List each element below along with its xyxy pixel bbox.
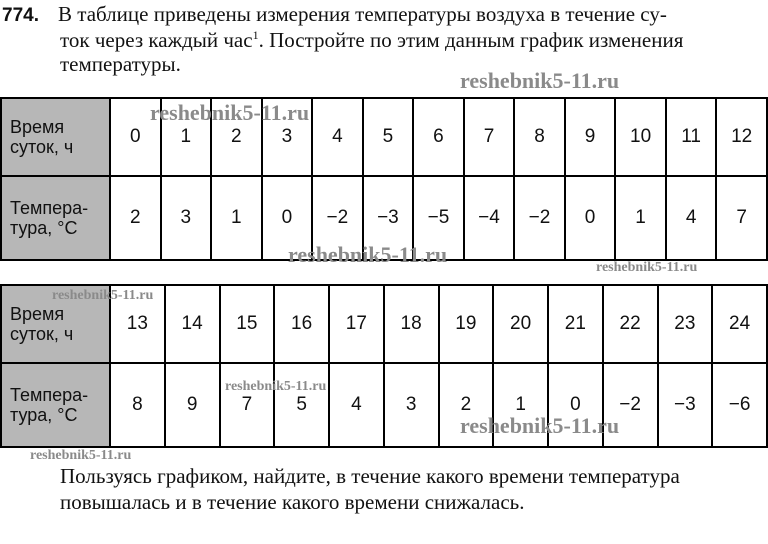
temperature-cell: 1 [493, 363, 548, 447]
watermark: reshebnik5-11.ru [52, 288, 154, 303]
row-label-temp: Темпера- тура, °С [1, 363, 110, 447]
hour-cell: 5 [363, 98, 414, 176]
hour-cell: 22 [603, 285, 658, 363]
temperature-cell: 4 [329, 363, 384, 447]
temperature-cell: 0 [262, 176, 313, 260]
temperature-cell: −2 [312, 176, 363, 260]
row-label-temp: Темпера- тура, °С [1, 176, 110, 260]
hour-cell: 11 [666, 98, 717, 176]
hour-cell: 15 [220, 285, 275, 363]
temperature-cell: 1 [211, 176, 262, 260]
temperature-cell: 1 [615, 176, 666, 260]
temperature-cell: 8 [110, 363, 165, 447]
hour-cell: 23 [658, 285, 713, 363]
watermark: reshebnik5-11.ru [596, 260, 698, 275]
hour-cell: 19 [439, 285, 494, 363]
row-label-time: Время суток, ч [1, 98, 110, 176]
hour-cell: 12 [716, 98, 767, 176]
problem-statement [2, 2, 766, 76]
temperature-cell: 0 [565, 176, 616, 260]
temperature-cell: 3 [384, 363, 439, 447]
problem-line-1: 774. В таблице приведены измерения температуры воздуха в течение су- [2, 2, 667, 26]
hour-cell: 0 [110, 98, 161, 176]
watermark: reshebnik5-11.ru [460, 413, 620, 438]
hour-cell: 13 [110, 285, 165, 363]
watermark: reshebnik5-11.ru [150, 100, 310, 125]
temperature-cell: 2 [110, 176, 161, 260]
watermark: reshebnik5-11.ru [225, 379, 327, 394]
temperature-cell: −2 [603, 363, 658, 447]
problem-number: 774. [2, 5, 39, 26]
temperature-table-part-2 [0, 284, 768, 448]
problem-line-3: температуры. [60, 52, 181, 76]
hour-cell: 3 [262, 98, 313, 176]
temperature-cell: −5 [413, 176, 464, 260]
question-line-2: повышалась и в течение какого времени снижалась. [60, 490, 525, 514]
hours-row [1, 98, 767, 176]
temperature-cell: 4 [666, 176, 717, 260]
temperature-cell: 7 [716, 176, 767, 260]
watermark: reshebnik5-11.ru [460, 68, 620, 93]
temperature-cell: −6 [712, 363, 767, 447]
hour-cell: 24 [712, 285, 767, 363]
temperature-cell: 5 [274, 363, 329, 447]
hour-cell: 21 [548, 285, 603, 363]
hour-cell: 9 [565, 98, 616, 176]
question-line-1: Пользуясь графиком, найдите, в течение какого времени температура [60, 464, 680, 488]
temperature-cell: −3 [658, 363, 713, 447]
temperature-table-part-1 [0, 97, 768, 261]
temperature-cell: 3 [161, 176, 212, 260]
hour-cell: 2 [211, 98, 262, 176]
temperature-cell: −4 [464, 176, 515, 260]
hour-cell: 17 [329, 285, 384, 363]
hour-cell: 8 [514, 98, 565, 176]
temperature-cell: 2 [439, 363, 494, 447]
hour-cell: 14 [165, 285, 220, 363]
row-label-time: Время суток, ч [1, 285, 110, 363]
hour-cell: 1 [161, 98, 212, 176]
hour-cell: 16 [274, 285, 329, 363]
temps-row [1, 363, 767, 447]
hour-cell: 18 [384, 285, 439, 363]
hour-cell: 7 [464, 98, 515, 176]
watermark: reshebnik5-11.ru [30, 448, 132, 463]
temperature-cell: −3 [363, 176, 414, 260]
hour-cell: 6 [413, 98, 464, 176]
temperature-cell: 7 [220, 363, 275, 447]
hour-cell: 20 [493, 285, 548, 363]
temperature-cell: 9 [165, 363, 220, 447]
hour-cell: 4 [312, 98, 363, 176]
question-text [60, 463, 768, 515]
footnote-marker: 1 [252, 28, 259, 42]
problem-line-2: ток через каждый час$^1$. Постройте по этим данным график изменения [60, 28, 684, 52]
temperature-cell: −2 [514, 176, 565, 260]
watermark: reshebnik5-11.ru [288, 242, 448, 267]
temperature-cell: 0 [548, 363, 603, 447]
hour-cell: 10 [615, 98, 666, 176]
